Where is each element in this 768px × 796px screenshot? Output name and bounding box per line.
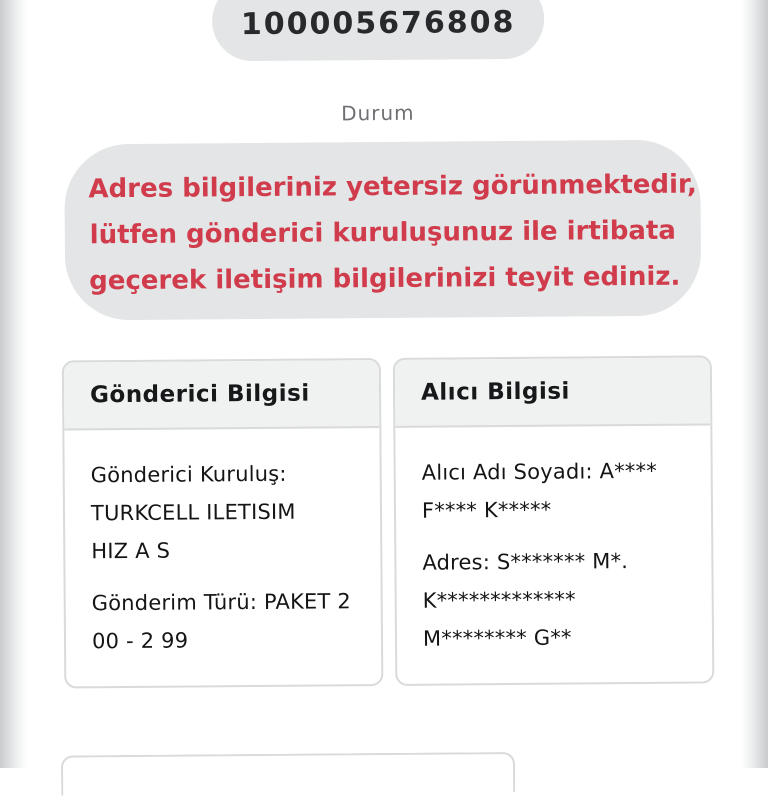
recipient-card-title: Alıcı Bilgisi (395, 357, 711, 427)
status-message-line: geçerek iletişim bilgilerinizi teyit ediniz. (89, 261, 681, 297)
sender-organization-line: HIZ A S (91, 538, 171, 564)
status-message-line: Adres bilgileriniz yetersiz görünmektedir, (88, 169, 697, 205)
recipient-card-body (395, 425, 712, 657)
sender-organization-line: TURKCELL ILETISIM (90, 499, 296, 526)
page-edge-shadow-right (741, 0, 768, 768)
status-message-box (64, 140, 701, 321)
shipment-type-field (92, 582, 372, 660)
recipient-name-field (422, 452, 702, 530)
recipient-name-line: F**** K***** (421, 497, 552, 523)
sender-organization-line: Gönderici Kuruluş: (90, 461, 287, 488)
recipient-address-line: K************* (422, 587, 576, 613)
shipment-type-line: Gönderim Türü: PAKET 2 (91, 589, 352, 616)
recipient-address-line: Adres: S******* M*. (422, 549, 629, 575)
page-edge-shadow-left (0, 0, 27, 768)
shipment-type-line: 00 - 2 99 (91, 628, 189, 654)
sender-organization-field (91, 454, 371, 570)
recipient-info-card (393, 355, 715, 685)
tracking-number: 100005676808 (240, 4, 516, 42)
sender-card-body (64, 428, 381, 660)
recipient-name-line: Alıcı Adı Soyadı: A**** (421, 458, 658, 485)
sender-info-card (62, 358, 384, 688)
next-card-partial (61, 752, 515, 796)
info-cards-row (62, 355, 715, 688)
status-message-line: lütfen gönderici kuruluşunuz ile irtibata (89, 215, 677, 251)
recipient-address-line: M******** G** (422, 625, 572, 651)
sender-card-title: Gönderici Bilgisi (64, 360, 380, 430)
tracking-number-badge (212, 0, 545, 61)
status-label: Durum (341, 100, 415, 126)
recipient-address-field (422, 542, 702, 658)
